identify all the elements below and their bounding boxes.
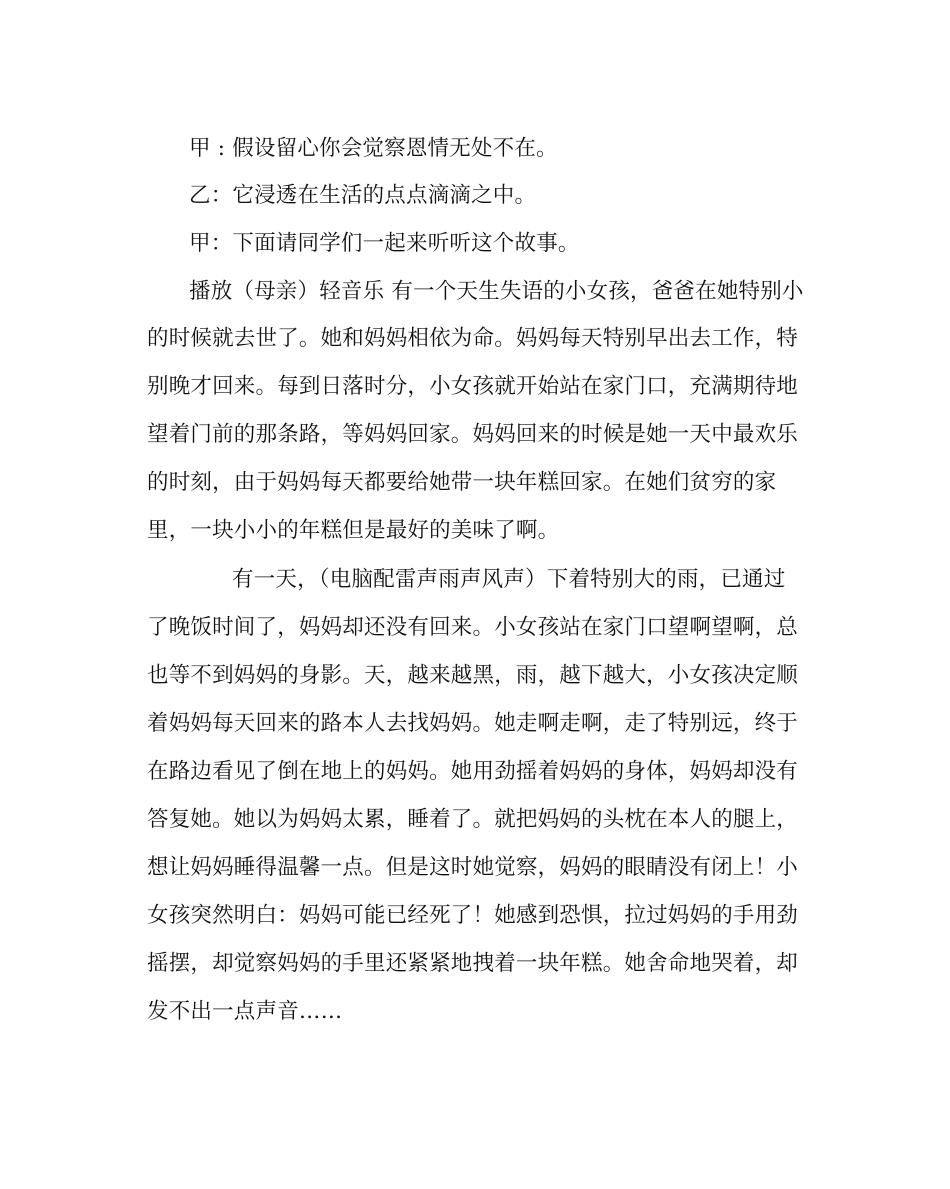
text-line-15: 答复她。她以为妈妈太累，睡着了。就把妈妈的头枕在本人的腿上，: [147, 807, 799, 832]
text-line-9: 里，一块小小的年糕但是最好的美味了啊。: [147, 518, 560, 543]
text-line-11: 了晚饭时间了，妈妈却还没有回来。小女孩站在家门口望啊望啊，总: [147, 615, 799, 640]
text-line-18: 摇摆，却觉察妈妈的手里还紧紧地拽着一块年糕。她舍命地哭着，却: [147, 951, 799, 976]
text-line-7: 望着门前的那条路，等妈妈回家。妈妈回来的时候是她一天中最欢乐: [147, 422, 799, 447]
text-line-1: 甲 : 假设留心你会觉察恩情无处不在。: [189, 136, 558, 161]
text-line-14: 在路边看见了倒在地上的妈妈。她用劲摇着妈妈的身体，妈妈却没有: [147, 759, 799, 784]
text-line-2: 乙：它浸透在生活的点点滴滴之中。: [189, 183, 537, 208]
text-line-6: 别晚才回来。每到日落时分，小女孩就开始站在家门口，充满期待地: [147, 374, 799, 399]
text-line-12: 也等不到妈妈的身影。天，越来越黑，雨，越下越大，小女孩决定顺: [147, 663, 799, 688]
text-line-8: 的时刻，由于妈妈每天都要给她带一块年糕回家。在她们贫穷的家: [147, 470, 777, 495]
text-line-16: 想让妈妈睡得温馨一点。但是这时她觉察，妈妈的眼睛没有闭上！小: [147, 855, 799, 880]
text-line-19: 发不出一点声音……: [147, 999, 343, 1024]
text-line-3: 甲：下面请同学们一起来听听这个故事。: [189, 231, 580, 256]
text-line-17: 女孩突然明白：妈妈可能已经死了！她感到恐惧，拉过妈妈的手用劲: [147, 903, 799, 928]
text-line-4: 播放（母亲）轻音乐 有一个天生失语的小女孩，爸爸在她特别小: [189, 279, 804, 304]
text-line-10: 有一天，（电脑配雷声雨声风声）下着特别大的雨，已通过: [232, 567, 786, 592]
text-line-13: 着妈妈每天回来的路本人去找妈妈。她走啊走啊，走了特别远，终于: [147, 711, 799, 736]
text-line-5: 的时候就去世了。她和妈妈相依为命。妈妈每天特别早出去工作，特: [147, 326, 799, 351]
